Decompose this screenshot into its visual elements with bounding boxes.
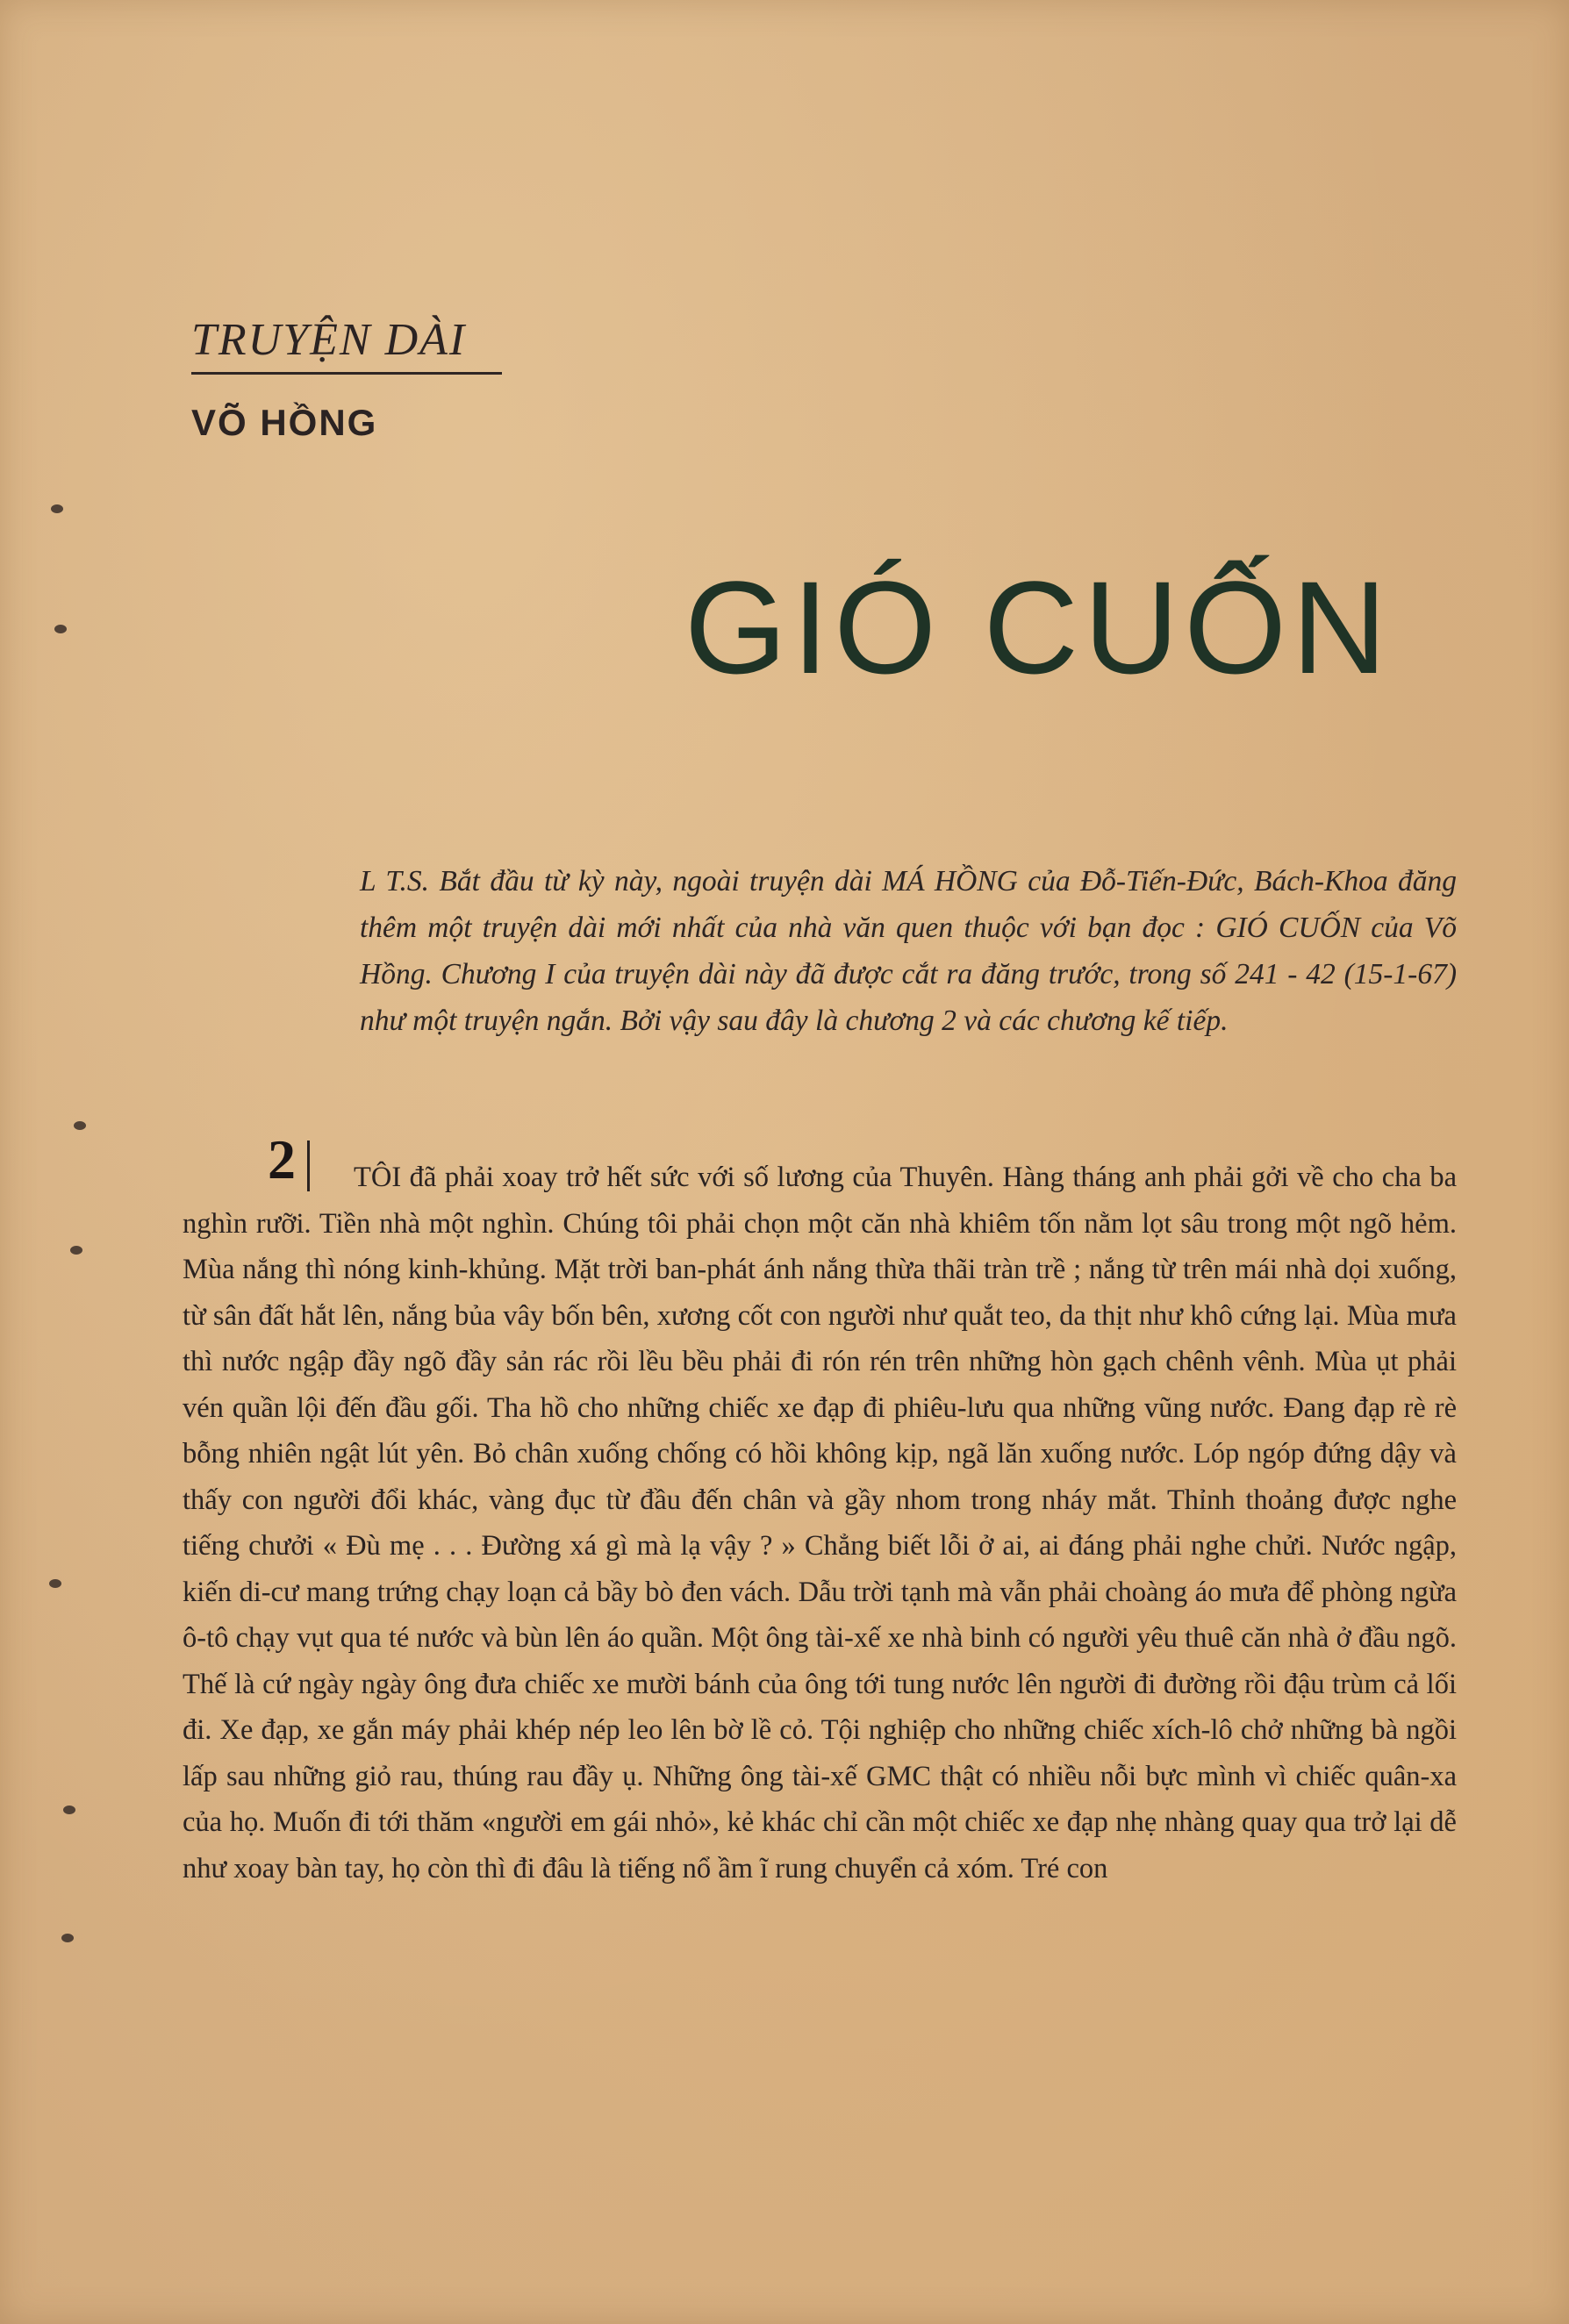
author-name: VÕ HỒNG: [191, 402, 378, 443]
binding-hole: [51, 504, 63, 513]
chapter-number: 2: [268, 1128, 296, 1191]
binding-hole: [70, 1246, 82, 1255]
binding-hole: [61, 1934, 74, 1942]
chapter-paragraph: TÔI đã phải xoay trở hết sức với số lương của Thuyên. Hàng tháng anh phải gởi về cho cha ba nghìn rưỡi. Tiền nhà một nghìn. Chúng tôi phải chọn một căn nhà khiêm tốn nằm lọt sâu trong một ngõ hẻm. Mùa nắng thì nóng kinh-khủng. Mặt trời ban-phát ánh nắng thừa thãi tràn trề ; nắng từ trên mái nhà dọi xuống, từ sân đất hắt lên, nắng bủa vây bốn bên, xương cốt con người như quắt teo, da thịt như khô cứng lại. Mùa mưa thì nước ngập đầy ngõ đầy sản rác rồi lều bều phải đi rón rén trên những hòn gạch chênh vênh. Mùa ụt phải vén quần lội đến đầu gối. Tha hồ cho những chiếc xe đạp đi phiêu-lưu qua những vũng nước. Đang đạp rè rè bỗng nhiên ngật lút yên. Bỏ chân xuống chống có hồi không kịp, ngã lăn xuống nước. Lóp ngóp đứng dậy và thấy con người đổi khác, vàng đục từ đầu đến chân và gầy nhom trong nháy mắt. Thỉnh thoảng được nghe tiếng chưởi « Đù mẹ . . . Đường xá gì mà lạ vậy ? » Chẳng biết lỗi ở ai, ai đáng phải nghe chửi. Nước ngập, kiến di-cư mang trứng chạy loạn cả bầy bò đen vách. Dẫu trời tạnh mà vẫn phải choàng áo mưa để phòng ngừa ô-tô chạy vụt qua té nước và bùn lên áo quần. Một ông tài-xế xe nhà binh có người yêu thuê căn nhà ở đầu ngõ. Thế là cứ ngày ngày ông đưa chiếc xe mười bánh của ông tới tung nước lên người đi đường rồi đậu trùm cả lối đi. Xe đạp, xe gắn máy phải khép nép leo lên bờ lề cỏ. Tội nghiệp cho những chiếc xích-lô chở những bà ngồi lấp sau những giỏ rau, thúng rau đầy ụ. Những ông tài-xế GMC thật có nhiều nỗi bực mình vì chiếc quân-xa của họ. Muốn đi tới thăm «người em gái nhỏ», kẻ khác chỉ cần một chiếc xe đạp nhẹ nhàng quay qua trở lại dễ như xoay bàn tay, họ còn thì đi đâu là tiếng nổ ầm ĩ rung chuyển cả xóm. Tré con: [183, 1162, 1457, 1884]
binding-hole: [49, 1579, 61, 1588]
binding-hole: [74, 1121, 86, 1130]
binding-hole: [54, 625, 67, 633]
section-divider: [191, 372, 502, 375]
chapter-body: [183, 1155, 1457, 1891]
binding-hole: [63, 1806, 75, 1814]
story-title: GIÓ CUỐN: [684, 554, 1393, 701]
editor-note: L T.S. Bắt đầu từ kỳ này, ngoài truyện dài MÁ HỒNG của Đỗ-Tiến-Đức, Bách-Khoa đăng thêm một truyện dài mới nhất của nhà văn quen thuộc với bạn đọc : GIÓ CUỐN của Võ Hồng. Chương I của truyện dài này đã được cắt ra đăng trước, trong số 241 - 42 (15-1-67) như một truyện ngắn. Bởi vậy sau đây là chương 2 và các chương kế tiếp.: [360, 865, 1457, 1037]
section-label: TRUYỆN DÀI: [191, 315, 467, 365]
